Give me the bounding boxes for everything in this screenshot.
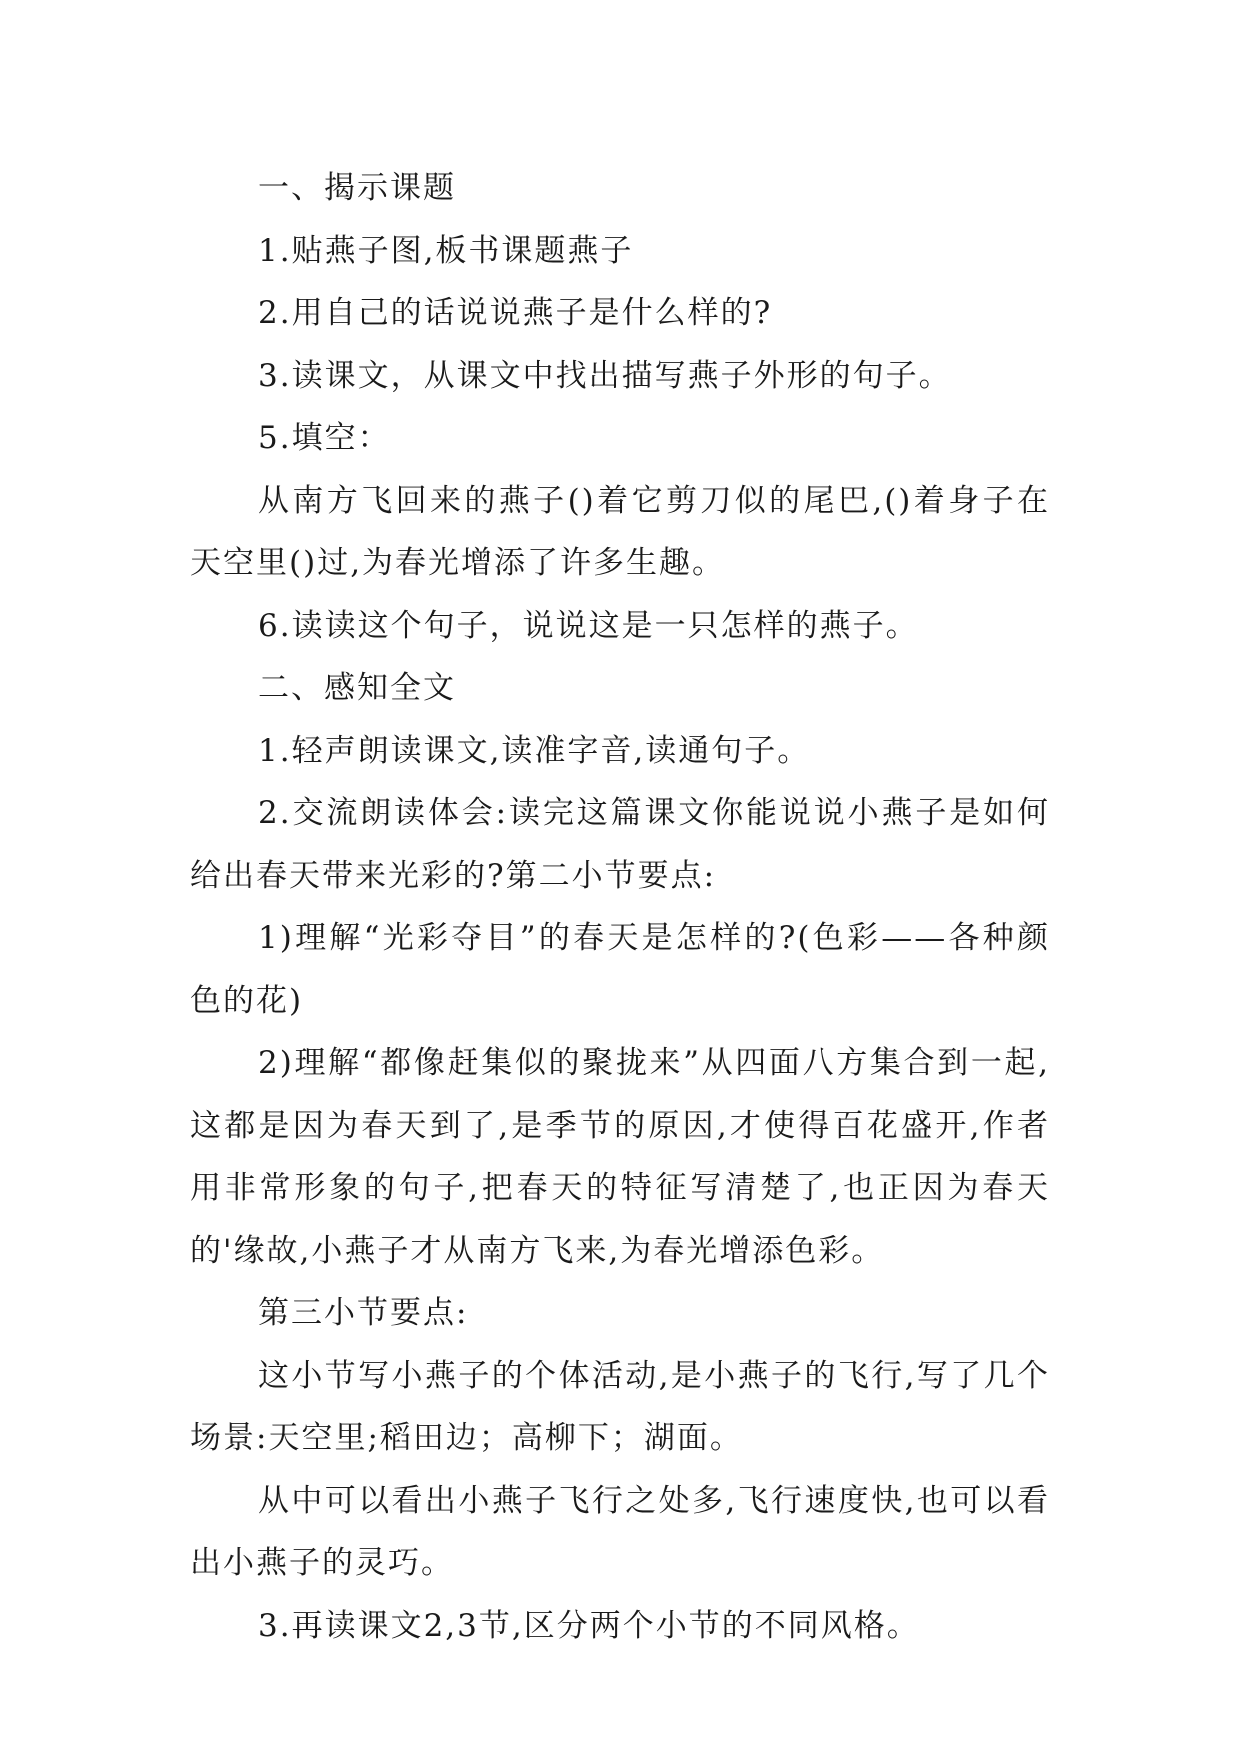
- list-item: 6.读读这个句子，说说这是一只怎样的燕子。: [258, 607, 919, 644]
- sub-point: 1)理解“光彩夺目”的春天是怎样的?(色彩——各种颜色的花): [190, 920, 1050, 1019]
- list-item: 5.填空：: [258, 420, 391, 456]
- list-item: 1.轻声朗读课文,读准字音,读通句子。: [258, 732, 811, 769]
- fill-in-blank-sentence: 从南方飞回来的燕子()着它剪刀似的尾巴,()着身子在天空里()过,为春光增添了许多生趣。: [190, 482, 1050, 581]
- list-item: 1.贴燕子图,板书课题燕子: [258, 232, 634, 269]
- section-heading-perceive-text: 二、感知全文: [258, 670, 456, 706]
- document-body: [190, 157, 1050, 1657]
- list-item: 3.读课文，从课文中找出描写燕子外形的句子。: [258, 357, 952, 394]
- list-item: 2.用自己的话说说燕子是什么样的?: [258, 295, 773, 331]
- body-paragraph: 这小节写小燕子的个体活动,是小燕子的飞行,写了几个场景:天空里;稻田边；高柳下；湖面。: [190, 1357, 1050, 1456]
- subsection-heading: 第三小节要点:: [258, 1295, 469, 1331]
- body-paragraph: 从中可以看出小燕子飞行之处多,飞行速度快,也可以看出小燕子的灵巧。: [190, 1482, 1050, 1581]
- list-item: 3.再读课文2,3节,区分两个小节的不同风格。: [258, 1607, 920, 1644]
- section-heading-reveal-topic: 一、揭示课题: [258, 170, 456, 206]
- sub-point: 2)理解“都像赶集似的聚拢来”从四面八方集合到一起,这都是因为春天到了,是季节的原因,才使得百花盛开,作者用非常形象的句子,把春天的特征写清楚了,也正因为春天的'缘故,小燕子才从南方飞来,为春光增添色彩。: [190, 1045, 1050, 1269]
- list-item: 2.交流朗读体会:读完这篇课文你能说说小燕子是如何给出春天带来光彩的?第二小节要点:: [190, 795, 1050, 894]
